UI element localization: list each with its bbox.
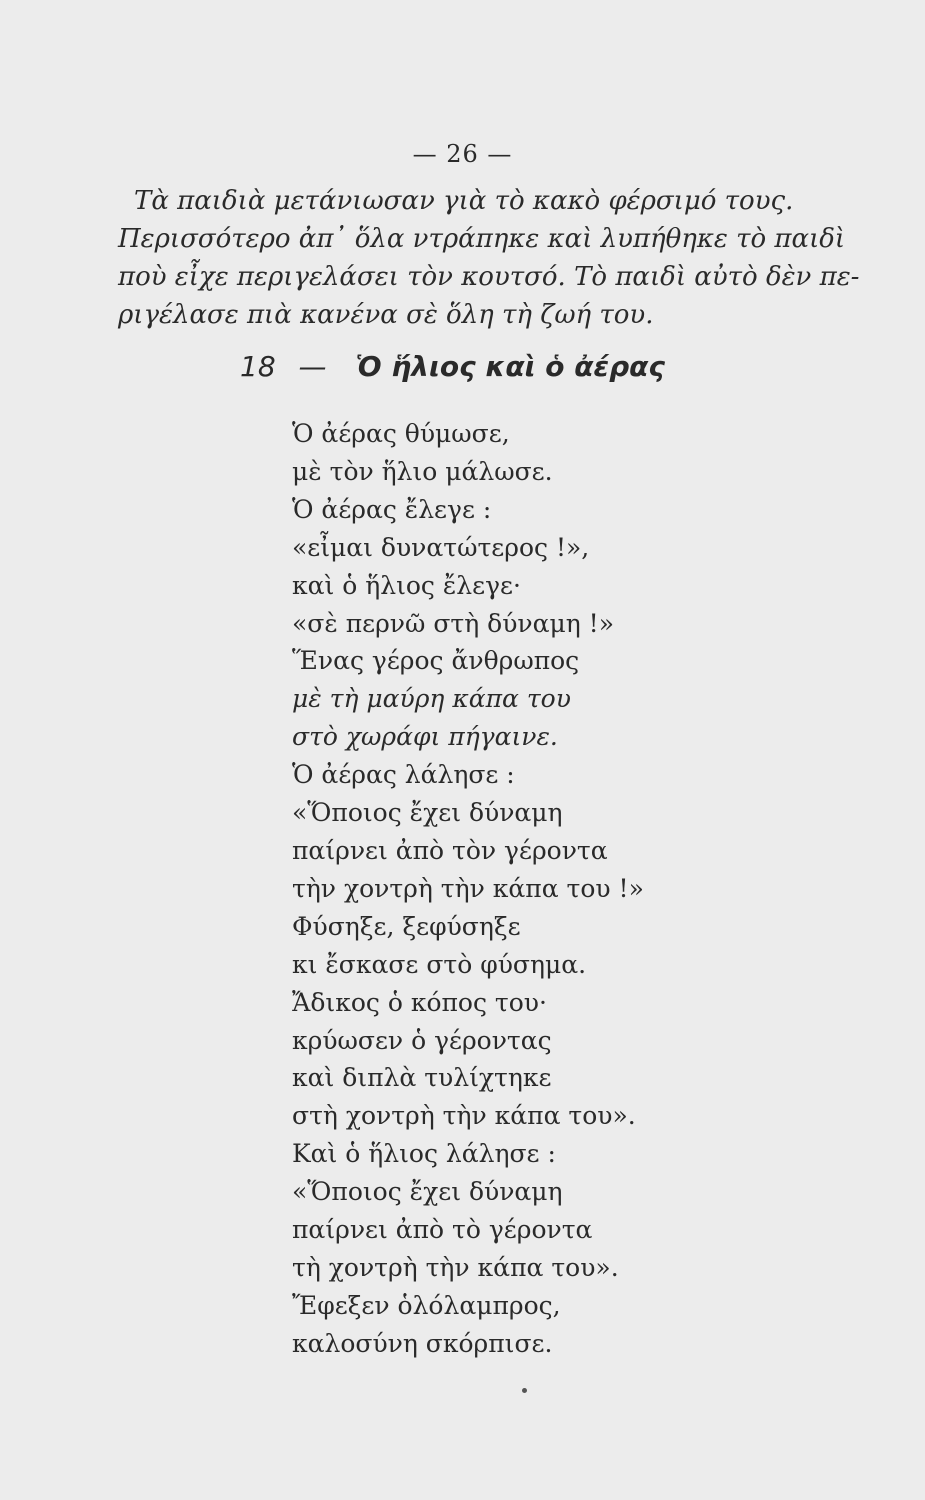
poem-line: καλοσύνη σκόρπισε. (292, 1328, 553, 1358)
poem-line: καὶ ὁ ἥλιος ἔλεγε· (292, 570, 521, 600)
poem-line: κρύωσεν ὁ γέροντας (292, 1025, 552, 1055)
section-title: Ὁ ἥλιος καὶ ὁ ἀέρας (355, 350, 665, 383)
poem-line: κι ἔσκασε στὸ φύσημα. (292, 949, 587, 979)
prose-line: ριγέλασε πιὰ κανένα σὲ ὅλη τὴ ζωή του. (118, 300, 654, 330)
prose-paragraph (118, 182, 860, 334)
poem (292, 415, 712, 1363)
poem-line: καὶ διπλὰ τυλίχτηκε (292, 1063, 552, 1093)
prose-line: Τὰ παιδιὰ μετάνιωσαν γιὰ τὸ κακὸ φέρσιμό τους. (134, 186, 794, 216)
poem-line: μὲ τὸν ἥλιο μάλωσε. (292, 456, 553, 486)
poem-line: Ὁ ἀέρας ἔλεγε : (292, 494, 492, 524)
page-number: — 26 — (412, 140, 513, 168)
ink-dot (522, 1388, 527, 1393)
section-dash: — (298, 350, 327, 383)
poem-line: «Ὅποιος ἔχει δύναμη (292, 1177, 563, 1207)
poem-line: Φύσηξε, ξεφύσηξε (292, 911, 521, 941)
poem-line: Ὁ ἀέρας θύμωσε, (292, 419, 510, 448)
section-number: 18 (240, 350, 276, 383)
poem-line: στὸ χωράφι πήγαινε. (292, 722, 558, 752)
poem-line: «Ὅποιος ἔχει δύναμη (292, 798, 563, 828)
poem-line: στὴ χοντρὴ τὴν κάπα του». (292, 1101, 636, 1131)
poem-line: παίρνει ἀπὸ τὸ γέροντα (292, 1215, 593, 1245)
poem-line: Ἕνας γέρος ἄνθρωπος (292, 646, 580, 676)
poem-line: παίρνει ἀπὸ τὸν γέροντα (292, 835, 608, 865)
poem-line: τὴ χοντρὴ τὴν κάπα του». (292, 1252, 619, 1282)
poem-line: «εἶμαι δυνατώτερος !», (292, 532, 590, 562)
poem-line: Ἄδικος ὁ κόπος του· (292, 987, 547, 1017)
section-heading (240, 350, 740, 383)
poem-line: μὲ τὴ μαύρη κάπα του (292, 684, 571, 714)
prose-line: ποὺ εἶχε περιγελάσει τὸν κουτσό. Τὸ παιδὶ αὐτὸ δὲν πε- (118, 262, 860, 292)
poem-line: Ὁ ἀέρας λάλησε : (292, 760, 515, 790)
poem-line: τὴν χοντρὴ τὴν κάπα του !» (292, 873, 644, 903)
poem-line: Ἔφεξεν ὁλόλαμπρος, (292, 1290, 561, 1320)
poem-line: «σὲ περνῶ στὴ δύναμη !» (292, 608, 614, 638)
poem-line: Καὶ ὁ ἥλιος λάλησε : (292, 1139, 556, 1169)
prose-line: Περισσότερο ἀπ᾽ ὅλα ντράπηκε καὶ λυπήθηκε τὸ παιδὶ (118, 224, 846, 254)
